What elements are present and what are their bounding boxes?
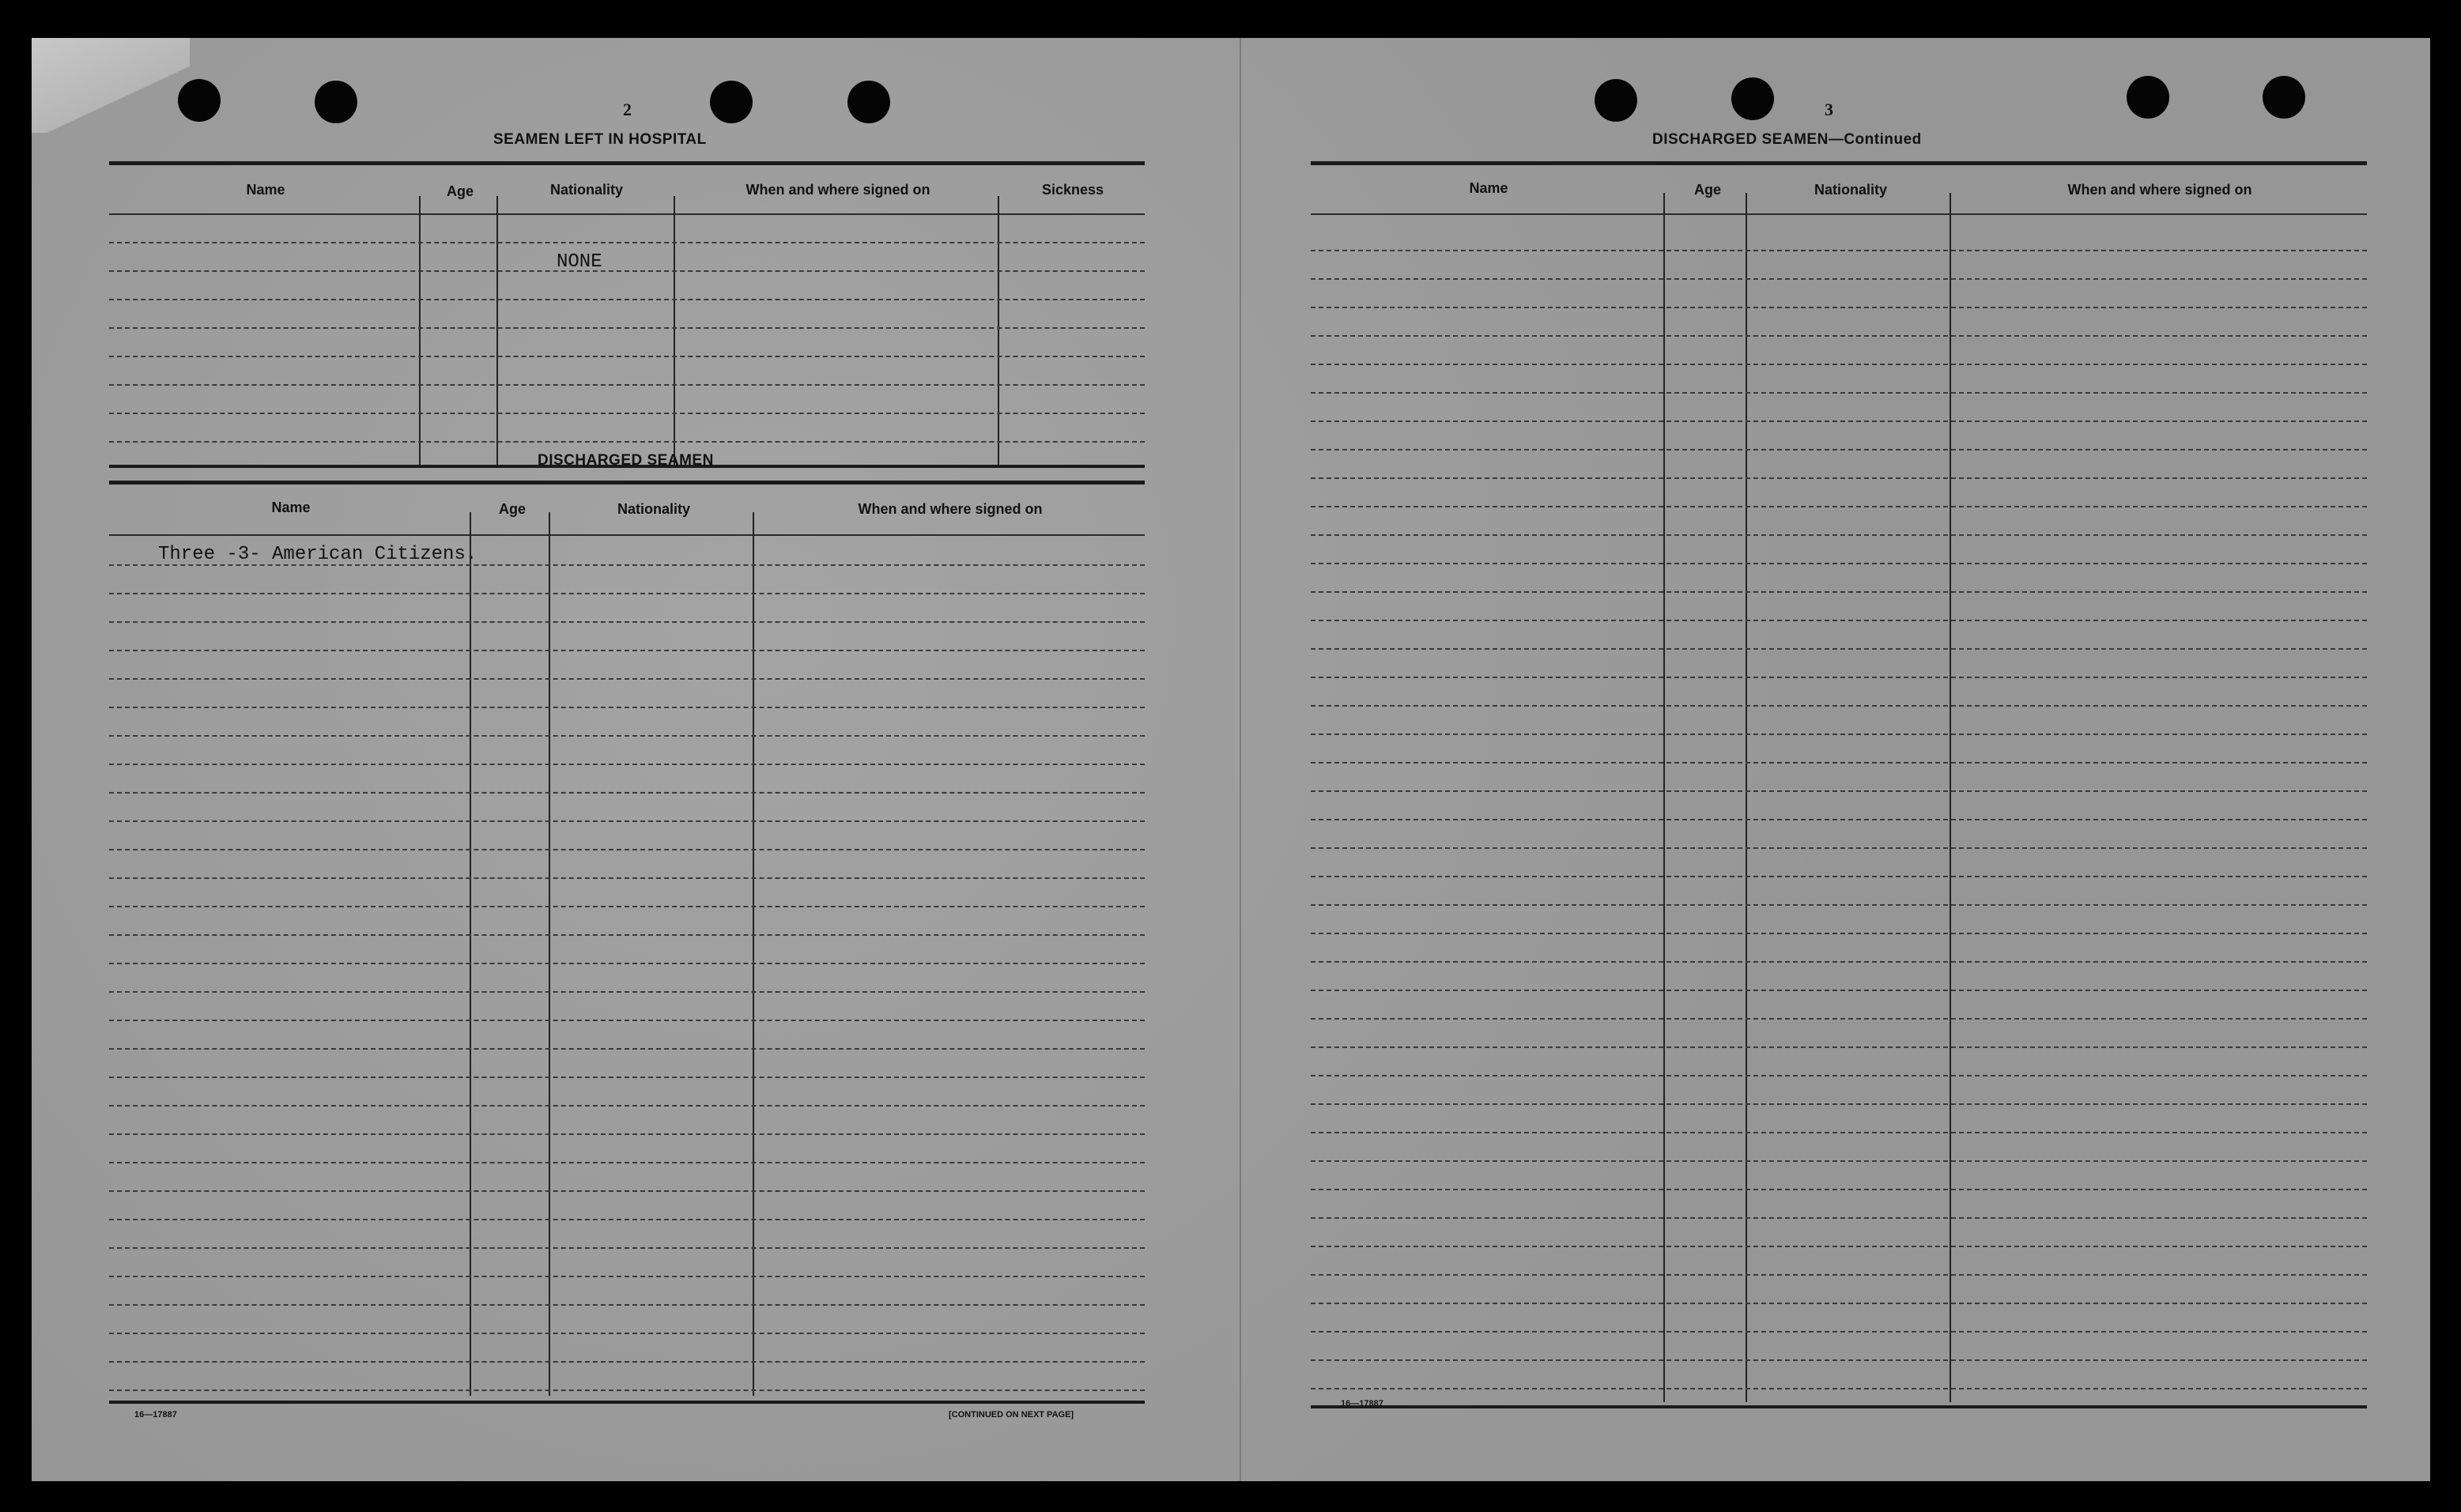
rule: [1311, 213, 2367, 215]
right-title-cont: —Continued: [1828, 131, 1922, 148]
row-line: [1311, 1132, 2367, 1133]
torn-corner: [32, 38, 190, 133]
row-line: [1311, 449, 2367, 451]
rule: [109, 1401, 1145, 1404]
rule: [109, 481, 1145, 485]
divider: [1746, 193, 1747, 1402]
right-col-name: Name: [1469, 180, 1508, 196]
row-line: [109, 792, 1145, 794]
hospital-col-name: Name: [246, 182, 285, 198]
row-line: [1311, 278, 2367, 280]
row-line: [109, 849, 1145, 850]
row-line: [109, 1048, 1145, 1050]
discharged-col-signed-on: When and where signed on: [858, 501, 1043, 517]
row-line: [1311, 1075, 2367, 1076]
row-line: [109, 707, 1145, 708]
row-line: [1311, 733, 2367, 735]
divider: [419, 196, 421, 465]
row-line: [109, 356, 1145, 357]
row-line: [109, 1389, 1145, 1391]
row-line: [1311, 1274, 2367, 1276]
row-line: [1311, 1103, 2367, 1105]
row-line: [109, 1276, 1145, 1277]
row-line: [109, 413, 1145, 414]
row-line: [1311, 1018, 2367, 1020]
row-line: [1311, 819, 2367, 820]
punch-hole: [2127, 76, 2169, 119]
punch-hole: [710, 81, 753, 123]
row-line: [109, 650, 1145, 651]
discharged-section-title: DISCHARGED SEAMEN: [538, 452, 714, 469]
row-line: [1311, 1160, 2367, 1162]
row-line: [109, 593, 1145, 594]
page-number-right: 3: [1825, 100, 1833, 119]
hospital-entry-nationality: NONE: [557, 251, 602, 273]
right-col-signed-on: When and where signed on: [2067, 182, 2252, 198]
row-line: [109, 1333, 1145, 1334]
row-line: [1311, 904, 2367, 906]
punch-hole: [1595, 79, 1637, 122]
row-line: [1311, 790, 2367, 792]
continued-note: [CONTINUED ON NEXT PAGE]: [949, 1410, 1074, 1420]
form-number-left: 16—17887: [134, 1410, 177, 1420]
document-sheet: [32, 38, 2430, 1481]
discharged-col-nationality: Nationality: [617, 501, 690, 517]
row-line: [109, 1020, 1145, 1021]
page-number-left: 2: [623, 100, 632, 119]
right-title-main: DISCHARGED SEAMEN: [1652, 131, 1829, 148]
center-fold: [1240, 38, 1241, 1481]
row-line: [109, 441, 1145, 443]
row-line: [1311, 847, 2367, 849]
hospital-section-title: SEAMEN LEFT IN HOSPITAL: [493, 131, 707, 148]
punch-hole: [315, 81, 357, 123]
row-line: [109, 820, 1145, 822]
divider: [470, 512, 471, 1396]
row-line: [109, 1190, 1145, 1192]
row-line: [109, 242, 1145, 243]
discharged-col-age: Age: [498, 501, 526, 517]
row-line: [109, 1304, 1145, 1306]
row-line: [1311, 1303, 2367, 1304]
row-line: [1311, 1217, 2367, 1219]
row-line: [1311, 534, 2367, 536]
row-line: [1311, 876, 2367, 877]
row-line: [109, 1162, 1145, 1163]
row-line: [1311, 420, 2367, 422]
discharged-entry-name: Three -3- American Citizens.: [158, 544, 477, 565]
row-line: [1311, 961, 2367, 963]
row-line: [1311, 307, 2367, 308]
divider: [674, 196, 675, 465]
rule: [109, 534, 1145, 536]
row-line: [109, 384, 1145, 386]
row-line: [1311, 933, 2367, 934]
punch-hole: [178, 79, 221, 122]
row-line: [1311, 392, 2367, 394]
row-line: [1311, 1046, 2367, 1048]
row-line: [109, 1219, 1145, 1220]
divider: [1950, 193, 1951, 1402]
row-line: [1311, 335, 2367, 337]
punch-hole: [2263, 76, 2305, 119]
rule: [1311, 161, 2367, 165]
row-line: [109, 1361, 1145, 1363]
row-line: [1311, 990, 2367, 991]
row-line: [1311, 620, 2367, 621]
rule: [109, 213, 1145, 215]
divider: [1663, 193, 1665, 1402]
row-line: [1311, 477, 2367, 479]
row-line: [109, 906, 1145, 907]
row-line: [109, 564, 1145, 566]
right-col-nationality: Nationality: [1814, 182, 1887, 198]
punch-hole: [847, 81, 890, 123]
row-line: [1311, 648, 2367, 650]
hospital-col-age: Age: [446, 183, 474, 199]
row-line: [1311, 591, 2367, 593]
row-line: [1311, 1331, 2367, 1333]
row-line: [109, 764, 1145, 765]
right-section-title: [1652, 131, 1922, 149]
divider: [998, 196, 999, 465]
row-line: [1311, 250, 2367, 251]
row-line: [109, 934, 1145, 936]
hospital-col-signed-on: When and where signed on: [745, 182, 930, 198]
divider: [496, 196, 498, 465]
divider: [753, 512, 754, 1396]
right-col-age: Age: [1693, 182, 1721, 198]
row-line: [109, 1133, 1145, 1135]
row-line: [1311, 762, 2367, 764]
row-line: [109, 1076, 1145, 1078]
row-line: [109, 735, 1145, 737]
rule: [1311, 1405, 2367, 1408]
punch-hole: [1731, 77, 1774, 120]
row-line: [109, 963, 1145, 964]
row-line: [109, 327, 1145, 329]
row-line: [109, 877, 1145, 879]
row-line: [1311, 506, 2367, 507]
discharged-col-name: Name: [271, 500, 311, 515]
row-line: [109, 991, 1145, 993]
row-line: [109, 1247, 1145, 1249]
row-line: [1311, 705, 2367, 707]
row-line: [1311, 1246, 2367, 1247]
divider: [549, 512, 550, 1396]
row-line: [109, 299, 1145, 300]
row-line: [109, 621, 1145, 623]
row-line: [1311, 1189, 2367, 1190]
hospital-col-nationality: Nationality: [549, 182, 623, 198]
form-number-right: 16—17887: [1341, 1399, 1383, 1408]
row-line: [1311, 1388, 2367, 1389]
row-line: [1311, 563, 2367, 564]
row-line: [1311, 677, 2367, 678]
row-line: [109, 270, 1145, 272]
row-line: [1311, 1359, 2367, 1361]
rule: [109, 161, 1145, 165]
row-line: [109, 678, 1145, 680]
hospital-col-sickness: Sickness: [1041, 182, 1104, 198]
row-line: [109, 1105, 1145, 1107]
row-line: [1311, 364, 2367, 365]
